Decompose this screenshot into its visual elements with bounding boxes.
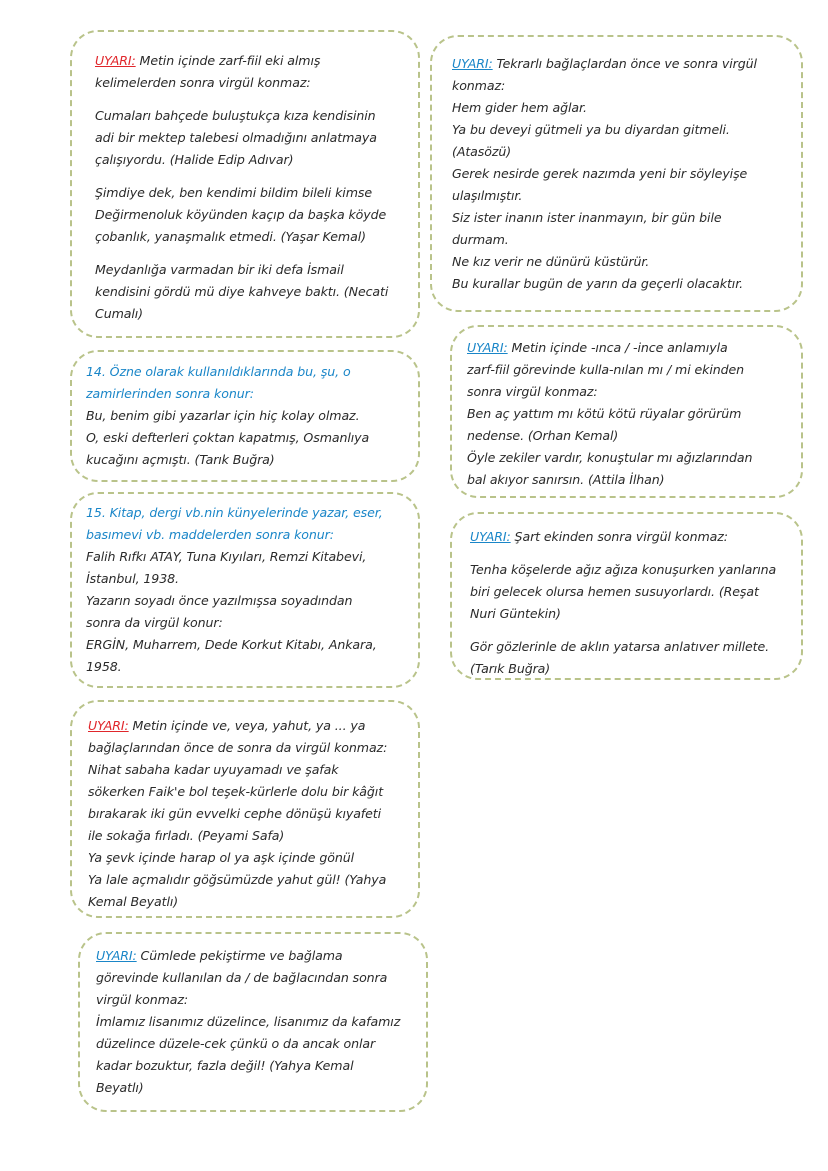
paragraph (95, 182, 408, 248)
text-line: Öyle zekiler vardır, konuştular mı ağızlarından (467, 450, 753, 465)
text-line: Falih Rıfkı ATAY, Tuna Kıyıları, Remzi Kitabevi, (86, 549, 367, 564)
rule-box (450, 325, 803, 498)
text-line: sonra virgül konmaz: (467, 384, 598, 399)
warning-line (467, 337, 791, 359)
rule-box (450, 512, 803, 680)
text-line: ile sokağa fırladı. (Peyami Safa) (88, 828, 285, 843)
text-line: bırakarak iki gün evvelki cephe dönüşü kıyafeti (88, 806, 382, 821)
paragraph (470, 636, 791, 680)
paragraph (95, 259, 408, 325)
warning-line (88, 715, 408, 737)
warning-line (452, 53, 791, 75)
text-line: Cumalı) (95, 306, 143, 321)
text-line: Tenha köşelerde ağız ağıza konuşurken yanlarına (470, 562, 777, 577)
paragraph (95, 105, 408, 171)
warning-text: Cümlede pekiştirme ve bağlama (136, 948, 343, 963)
rule-box (70, 700, 420, 918)
warning-label: UYARI: (88, 718, 129, 733)
text-line: Değirmenoluk köyünden kaçıp da başka köyde (95, 207, 387, 222)
paragraph (452, 53, 791, 295)
text-line: Nuri Güntekin) (470, 606, 561, 621)
warning-label: UYARI: (96, 948, 137, 963)
text-line: kadar bozuktur, fazla değil! (Yahya Kemal (96, 1058, 354, 1073)
text-line: düzelince düzele-cek çünkü o da ancak onlar (96, 1036, 376, 1051)
rule-box (78, 932, 428, 1112)
text-line: Beyatlı) (96, 1080, 144, 1095)
text-line: ERGİN, Muharrem, Dede Korkut Kitabı, Ankara, (86, 637, 377, 652)
paragraph (86, 405, 408, 471)
warning-label: UYARI: (470, 529, 511, 544)
text-line: Kemal Beyatlı) (88, 894, 179, 909)
text-line: ulaşılmıştır. (452, 188, 523, 203)
text-line: Siz ister inanın ister inanmayın, bir gün bile (452, 210, 722, 225)
text-line: kelimelerden sonra virgül konmaz: (95, 75, 311, 90)
warning-line (96, 945, 416, 967)
text-line: adi bir mektep talebesi olmadığını anlatmaya (95, 130, 377, 145)
text-line: görevinde kullanılan da / de bağlacından sonra (96, 970, 388, 985)
rule-heading: zamirlerinden sonra konur: (86, 386, 254, 401)
warning-text: Metin içinde -ınca / -ince anlamıyla (507, 340, 728, 355)
text-line: zarf-fiil görevinde kulla-nılan mı / mi ekinden (467, 362, 745, 377)
text-line: Ya lale açmalıdır göğsümüzde yahut gül! (Yahya (88, 872, 387, 887)
text-line: (Tarık Buğra) (470, 661, 551, 676)
text-line: kendisini gördü mü diye kahveye baktı. (Necati (95, 284, 389, 299)
paragraph (96, 945, 416, 1099)
text-line: Ben aç yattım mı kötü kötü rüyalar görürüm (467, 406, 742, 421)
text-line: Gör gözlerinle de aklın yatarsa anlatıver millete. (470, 639, 770, 654)
text-line: Ya şevk içinde harap ol ya aşk içinde gönül (88, 850, 355, 865)
text-line: Bu, benim gibi yazarlar için hiç kolay olmaz. (86, 408, 360, 423)
rule-heading: 15. Kitap, dergi vb.nin künyelerinde yazar, eser, (86, 505, 383, 520)
paragraph (86, 546, 408, 678)
text-line: Cumaları bahçede buluştukça kıza kendisinin (95, 108, 376, 123)
rule-box (70, 492, 420, 688)
text-line: sonra da virgül konur: (86, 615, 223, 630)
paragraph (95, 50, 408, 94)
text-line: virgül konmaz: (96, 992, 189, 1007)
text-line: çobanlık, yanaşmalık etmedi. (Yaşar Kemal) (95, 229, 366, 244)
text-line: 1958. (86, 659, 122, 674)
text-line: Ya bu deveyi gütmeli ya bu diyardan gitmeli. (452, 122, 730, 137)
warning-label: UYARI: (95, 53, 136, 68)
text-line: Hem gider hem ağlar. (452, 100, 587, 115)
text-line: İstanbul, 1938. (86, 571, 179, 586)
text-line: O, eski defterleri çoktan kapatmış, Osmanlıya (86, 430, 370, 445)
warning-text: Metin içinde ve, veya, yahut, ya ... ya (128, 718, 366, 733)
rule-heading: 14. Özne olarak kullanıldıklarında bu, şu, o (86, 364, 351, 379)
text-line: Yazarın soyadı önce yazılmışsa soyadından (86, 593, 353, 608)
text-line: bağlaçlarından önce de sonra da virgül konmaz: (88, 740, 388, 755)
paragraph (470, 559, 791, 625)
text-line: (Atasözü) (452, 144, 512, 159)
warning-label: UYARI: (467, 340, 508, 355)
warning-line (470, 526, 791, 548)
text-line: kucağını açmıştı. (Tarık Buğra) (86, 452, 275, 467)
text-line: nedense. (Orhan Kemal) (467, 428, 619, 443)
text-line: Nihat sabaha kadar uyuyamadı ve şafak (88, 762, 339, 777)
warning-text: Şart ekinden sonra virgül konmaz: (510, 529, 728, 544)
text-line: biri gelecek olursa hemen susuyorlardı. (Reşat (470, 584, 759, 599)
warning-line (95, 50, 408, 72)
text-line: Meydanlığa varmadan bir iki defa İsmail (95, 262, 344, 277)
text-line: durmam. (452, 232, 509, 247)
rule-box (70, 30, 420, 338)
text-line: konmaz: (452, 78, 506, 93)
warning-label: UYARI: (452, 56, 493, 71)
rule-heading: basımevi vb. maddelerden sonra konur: (86, 527, 334, 542)
rule-box (430, 35, 803, 312)
rule-box (70, 350, 420, 482)
warning-text: Metin içinde zarf-fiil eki almış (135, 53, 321, 68)
text-line: sökerken Faik'e bol teşek-kürlerle dolu bir kâğıt (88, 784, 384, 799)
text-line: bal akıyor sanırsın. (Attila İlhan) (467, 472, 665, 487)
paragraph (467, 337, 791, 491)
text-line: Şimdiye dek, ben kendimi bildim bileli kimse (95, 185, 372, 200)
paragraph (88, 715, 408, 913)
text-line: Ne kız verir ne dünürü küstürür. (452, 254, 650, 269)
warning-text: Tekrarlı bağlaçlardan önce ve sonra virgül (492, 56, 757, 71)
paragraph (470, 526, 791, 548)
text-line: İmlamız lisanımız düzelince, lisanımız da kafamız (96, 1014, 401, 1029)
text-line: Bu kurallar bugün de yarın da geçerli olacaktır. (452, 276, 744, 291)
text-line: Gerek nesirde gerek nazımda yeni bir söyleyişe (452, 166, 748, 181)
text-line: çalışıyordu. (Halide Edip Adıvar) (95, 152, 294, 167)
